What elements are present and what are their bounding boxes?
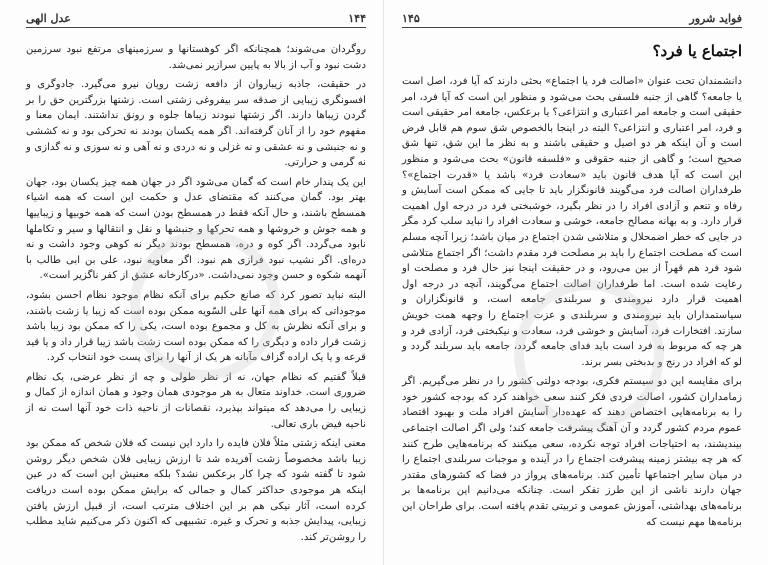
right-paragraph: دانشمندان تحت عنوان «اصالت فرد یا اجتماع» بحثی دارند که آیا فرد، اصل است یا جامعه؟ گاهی از جنبه فلسفی بحث می‌شود و منظور این است که آیا فرد، امر حقیقی است و جامعه امر اعتباری و انتزاعی؟ یا برعکس، جامعه امر حقیقی است و فرد، امر اعتباری و انتزاعی؟ البته در اینجا بالخصوص شق سوم هم قابل فرض است و آن اینکه هر دو اصیل و حقیقی باشند و به نظر ما این شق، تنها شق صحیح است؛ و گاهی از جنبه حقوقی و «فلسفه قانون» بحث می‌شود و منظور این است که آیا هدف قانون باید «سعادت فرد» باشد یا «قدرت اجتماع»؟ طرفداران اصالت فرد می‌گویند قانونگزار باید تا جایی که ممکن است آسایش و رفاه و تنعم و آزادی افراد را در نظر بگیرد، خوشبختی فرد در درجه اول اهمیت قرار دارد. و به بهانه مصالح جامعه، خوشی و سعادت افراد را نباید سلب کرد مگر در جایی که خطر اضمحلال و متلاشی شدن اجتماع در میان باشد؛ زیرا آنچه مسلم است که مصلحت اجتماع را باید بر مصلحت فرد مقدم داشت؛ اگر اجتماع متلاشی شود فرد هم قهراً از بین می‌رود، و در حقیقت اینجا نیز حال فرد و مصلحت او رعایت شده است. اما طرفداران اصالت اجتماع می‌گویند، آنچه در درجه اول اهمیت قرار دارد نیرومندی و سربلندی جامعه است، و قانونگزاران و سیاستمداران باید نیرومندی و سربلندی و عزت اجتماع را وجهه همت خویش سازند. افتخارات فرد، آسایش و خوشی فرد، سعادت و نیکبختی فرد، آزادی فرد و هر چه که مربوط به فرد است باید فدای جامعه گردد، جامعه باید سربلند گردد و لو که افراد در رنج و بدبختی بسر برند.: [402, 76, 742, 368]
left-header-title: عدل الهی: [26, 12, 71, 25]
left-running-head: [26, 12, 366, 28]
left-paragraph: قبلاً گفتیم که نظام جهان، نه از نظر طولی و چه از نظر عرضی، یک نظام ضروری است. خداوند متعال به هر موجودی همان وجود و همان اندازه از کمال و زیبایی را می‌دهد که میتواند بپذیرد، نقصانات از ناحیه ذات خود آنها است نه از ناحیه فیض باری تعالی.: [26, 371, 366, 430]
left-paragraph: معنی اینکه زشتی مثلاً فلان فایده را دارد این نیست که فلان شخص که ممکن بود زیبا باشد مخصوصاً زشت آفریده شد تا ارزش زیبایی فلان شخص دیگر روشن شود تا گفته شود که چرا کار برعکس نشد؟ بلکه معنیش این است که در عین اینکه هر موجودی حداکثر کمال و جمالی که برایش ممکن بوده است دریافت کرده است، آثار نیکی هم بر این اختلاف مترتب است، از قبیل ارزش یافتن زیبایی، پیدایش جذبه و تحرک و غیره. تشبیهی که اکنون ذکر می‌کنیم شاید مطلب را روشن‌تر کند.: [26, 438, 366, 543]
right-page: [384, 0, 768, 565]
left-paragraph: در حقیقت، جاذبه زیباروان از دافعه زشت رویان نیرو می‌گیرد. جادوگری و افسونگری زیبایی از صدقه سر بیفروغی زشتی است. زشتها بزرگترین حق را بر گردن زیباها دارند. اگر زشتها نبودند زیباها جلوه و رونق نداشتند. ایمان معنا و مفهوم خود را از آنان گرفته‌اند. اگر همه یکسان بودند نه تحرکی بود و نه کششی و نه جنبشی و نه عشقی و نه غزلی و نه دردی و نه آهی و نه سوزی و نه گدازی و نه گرمی و حرارتی.: [26, 79, 366, 169]
right-paragraph: برای مقایسه این دو سیستم فکری، بودجه دولتی کشور را در نظر می‌گیریم. اگر زمامداران کشور، اصالت فردی فکر کنند سعی خواهند کرد که بودجه کشور خود را به برنامه‌هایی اختصاص دهند که عهده‌دار آسایش افراد ملت و بهبود اقتصاد عموم مردم کشور گردد و آن آهنگ پیشرفت جامعه کند؛ ولی اگر اصالت اجتماعی بیندیشند، به احتیاجات افراد توجه نکرده، سعی میکنند که برنامه‌هایی طرح کنند که هر چه بیشتر زمینه پیشرفت اجتماع را در آینده و موجبات سربلندی اجتماع را در میان سایر اجتماعها تأمین کند. برنامه‌های پرواز در فضا که کشورهای مقتدر جهان دارند ناشی از این طرز تفکر است. چنانکه می‌دانیم این برنامه‌ها بر برنامه‌های بهداشتی، آموزش عمومی و تربیتی تقدم یافته است. برای طراحان این برنامه‌ها مهم نیست که: [402, 376, 742, 528]
right-page-number: ۱۴۵: [402, 12, 420, 25]
right-header-title: فواید شرور: [689, 12, 742, 25]
section-title: اجتماع یا فرد؟: [652, 42, 742, 60]
left-page-number: ۱۴۴: [348, 12, 366, 25]
left-paragraph: روگردان می‌شوند؛ همچنانکه اگر کوهستانها و سرزمینهای مرتفع نبود سرزمین دشت نبود و آب از بالا به پایین سرازیر نمی‌شد.: [26, 44, 366, 71]
right-running-head: [402, 12, 742, 28]
left-paragraph: البته نباید تصور کرد که صانع حکیم برای آنکه نظام موجود نظام احسن بشود، موجوداتی که برای همه آنها علی السّویه ممکن بوده است که زیبا یا زشت باشند، و برای آنکه نظرش به کل و مجموع بوده است، یکی را که ممکن بود زیبا باشد زشت قرار داده و دیگری را که ممکن بوده است زشت باشد زیبا قرار داد و یا قید قرعه و یا یک اراده گزاف مآبانه هر یک از آنها را برای پست خود انتخاب کرد.: [26, 289, 366, 364]
left-paragraph: این یک پندار خام است که گمان می‌شود اگر در جهان همه چیز یکسان بود، جهان بهتر بود. گمان می‌کنند که مقتضای عدل و حکمت این است که همه اشیاء همسطح باشند، و حال آنکه فقط در همسطح بودن است که همه خوبیها و زیباییها و همه جوش و خروشها و همه تحرکها و جنبشها و نقل و انتقالها و سیر و تکاملها نابود می‌گردد. اگر کوه و دره، همسطح بودند دیگر نه کوهی وجود داشت و نه دره‌ای. اگر نشیب نبود فرازی هم نبود. اگر معاویه نبود، علی بن ابی طالب با آنهمه شکوه و حسن وجود نمی‌داشت. «درکارخانه عشق از کفر ناگزیر است».: [26, 176, 366, 282]
